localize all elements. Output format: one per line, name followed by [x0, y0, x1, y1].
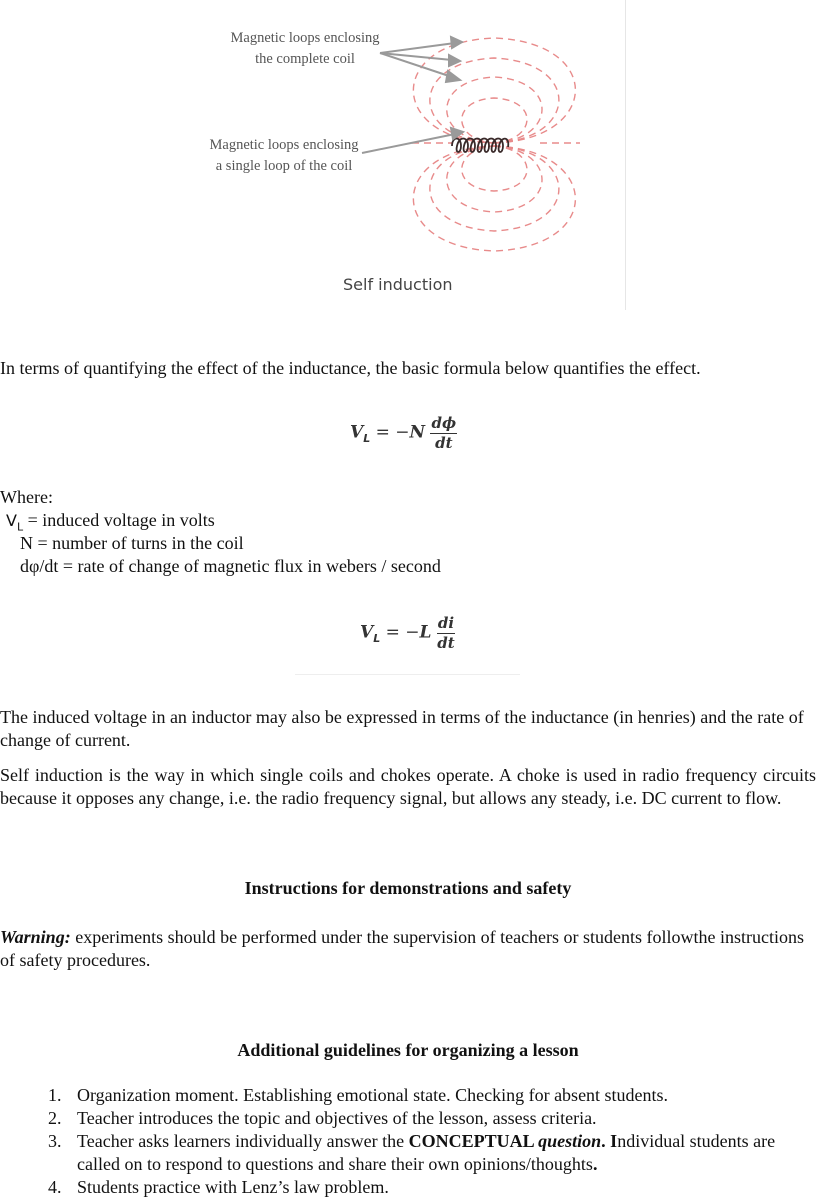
- self-induction-diagram: [0, 0, 816, 320]
- list-item-text: Teacher introduces the topic and objectives of the lesson, assess criteria.: [77, 1108, 597, 1128]
- figure-caption: Self induction: [343, 275, 453, 294]
- label-single-loop-line2: a single loop of the coil: [215, 158, 353, 174]
- vl-subscript: L: [16, 520, 24, 534]
- formula1-equals: = −: [375, 422, 410, 443]
- formula1-coef: N: [409, 422, 426, 443]
- question-bold-italic: question: [538, 1131, 602, 1151]
- figure-border: [625, 0, 626, 310]
- choke-paragraph: Self induction is the way in which single coils and chokes operate. A choke is used in radio frequency circuits because it opposes any change, i.e. the radio frequency signal, but allows any steady, i.e. DC current to flow.: [0, 765, 816, 808]
- where-dphi-line: dφ/dt = rate of change of magnetic flux in webers / second: [20, 556, 441, 576]
- formula1-lhs: V: [350, 422, 364, 443]
- list-item-number: 4.: [48, 1177, 62, 1197]
- formula-divider: [295, 674, 520, 675]
- list-item-text-b: practice with Lenz’s law problem.: [143, 1177, 389, 1197]
- list-item-text: Organization moment. Establishing emotional state. Checking for absent students.: [77, 1085, 669, 1105]
- coil: [452, 139, 508, 153]
- warning-text: experiments should be performed under the supervision of teachers or students followthe instructions of safety procedures.: [0, 927, 805, 970]
- list-item-text-a: Teacher asks learners individually answer the: [77, 1131, 409, 1151]
- label-complete-coil-line2: the complete coil: [255, 51, 355, 67]
- vl-symbol: V: [6, 511, 17, 530]
- label-complete-coil-line1: Magnetic loops enclosing: [230, 30, 380, 46]
- formula-inductance: [360, 614, 455, 652]
- formula1-fraction: [430, 414, 457, 452]
- formula2-equals: = −: [385, 622, 420, 643]
- bold-period: .: [592, 1154, 598, 1174]
- formula2-lhs-sub: L: [373, 631, 381, 645]
- where-n-line: N = number of turns in the coil: [20, 533, 244, 553]
- list-item-number: 2.: [48, 1108, 62, 1128]
- formula2-numerator: di: [437, 614, 455, 632]
- conceptual-bold: CONCEPTUAL: [408, 1131, 539, 1151]
- bold-fragment: . I: [601, 1131, 618, 1151]
- list-item-text-b: ndividual students are called on to respond to questions and share their own opinions/thoughts: [77, 1131, 776, 1174]
- list-item-text: [77, 1130, 816, 1176]
- safety-heading: Instructions for demonstrations and safety: [244, 878, 572, 898]
- formula1-denominator: dt: [435, 434, 453, 452]
- intro-paragraph: In terms of quantifying the effect of the inductance, the basic formula below quantifies the effect.: [0, 358, 701, 378]
- label-single-loop: [184, 135, 384, 177]
- formula2-coef: L: [419, 622, 432, 643]
- label-complete-coil: [205, 28, 405, 70]
- formula2-denominator: dt: [437, 634, 455, 652]
- formula2-fraction: [437, 614, 455, 652]
- list-item-number: 3.: [48, 1131, 62, 1151]
- formula1-numerator: dϕ: [431, 414, 457, 432]
- formula2-lhs: V: [360, 622, 374, 643]
- formula-faraday: [350, 414, 457, 452]
- self-induction-figure: [0, 0, 816, 320]
- inductance-paragraph: The induced voltage in an inductor may also be expressed in terms of the inductance (in henries) and the rate of change of current.: [0, 707, 804, 750]
- list-item-number: 1.: [48, 1085, 62, 1105]
- where-title: Where:: [0, 487, 53, 507]
- formula1-lhs-sub: L: [363, 431, 371, 445]
- vl-description: = induced voltage in volts: [23, 510, 215, 530]
- list-item-text-a: Students: [77, 1177, 144, 1197]
- label-single-loop-line1: Magnetic loops enclosing: [209, 137, 359, 153]
- list-item-text: [77, 1176, 816, 1199]
- guidelines-heading: Additional guidelines for organizing a lesson: [237, 1040, 579, 1060]
- warning-label: Warning:: [0, 927, 71, 947]
- warning-paragraph: [0, 926, 816, 972]
